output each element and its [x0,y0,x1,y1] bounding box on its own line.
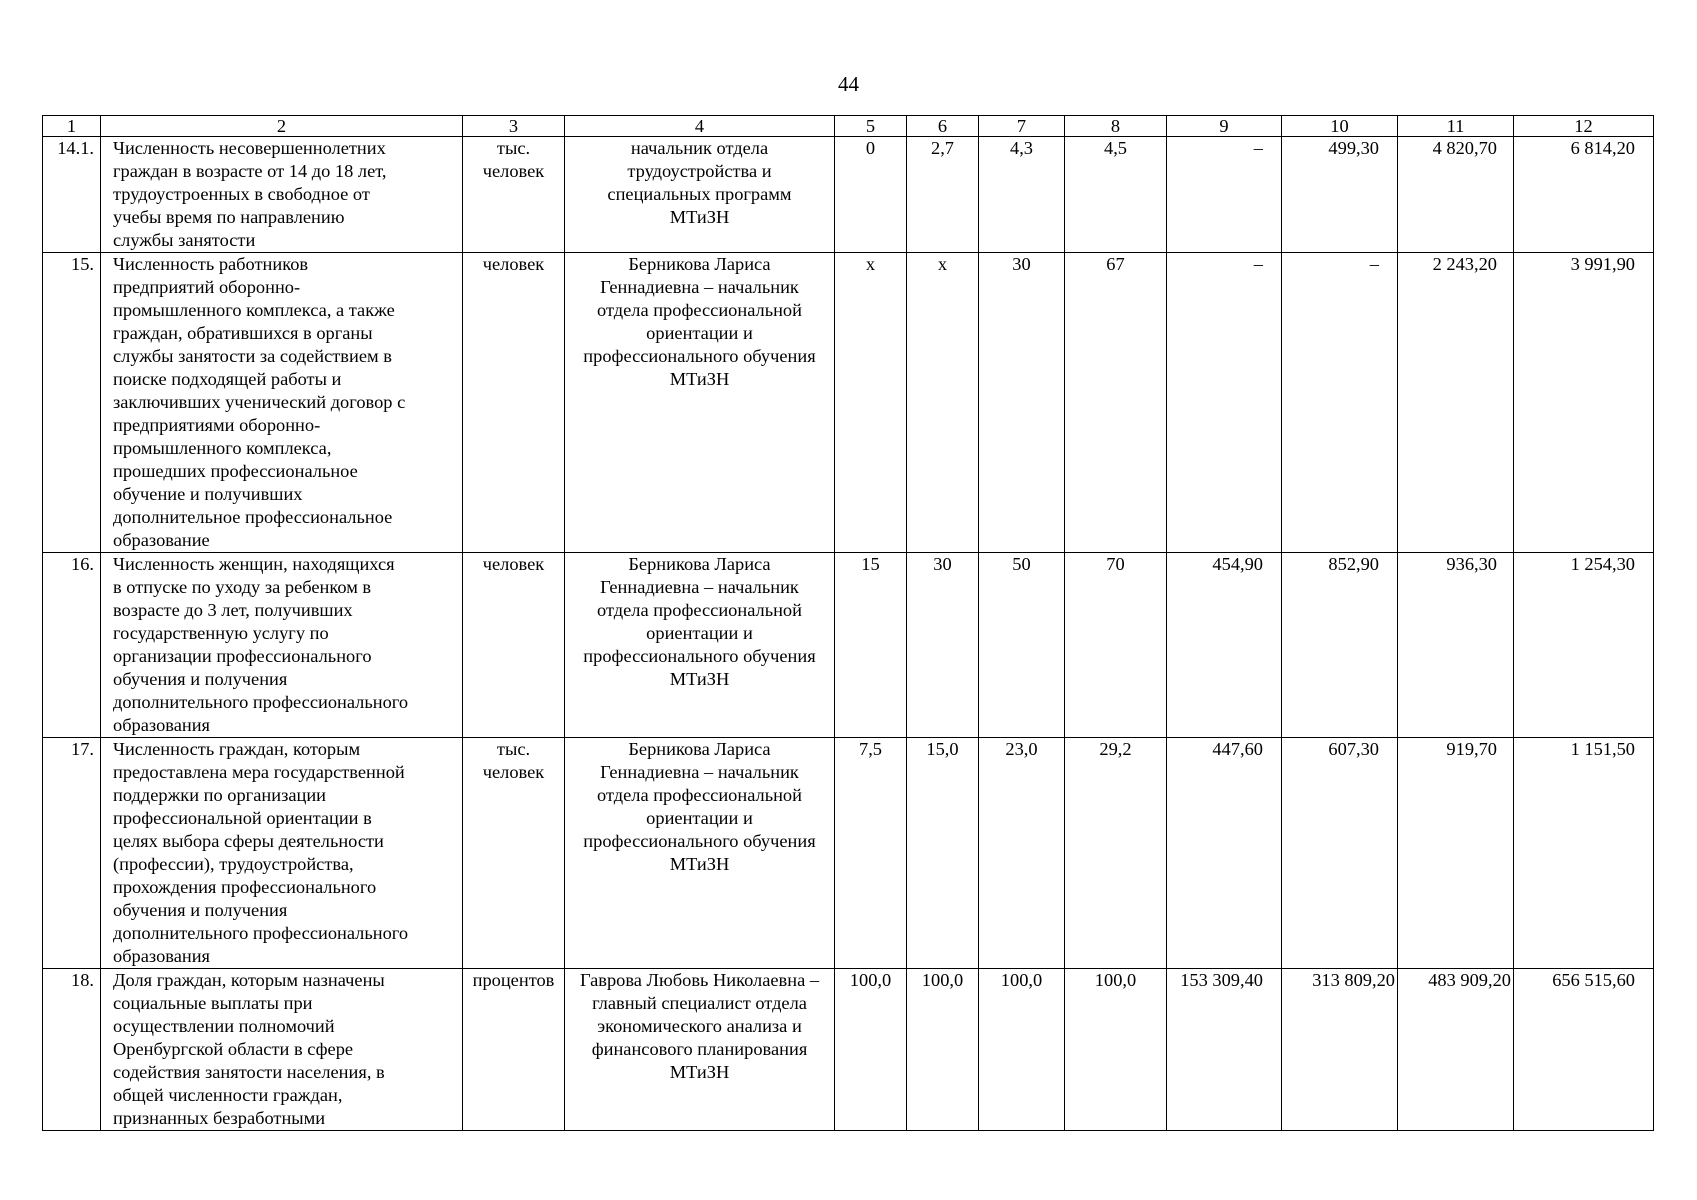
value-col-12: 6 814,20 [1514,137,1654,253]
value-col-8: 4,5 [1065,137,1167,253]
indicator-name-line: обучения и получения [113,669,288,689]
value-col-11: 919,70 [1398,738,1514,969]
indicator-name-line: промышленного комплекса, [113,438,332,458]
responsible-person-line: отдела профессиональной [597,600,802,620]
responsible-person-line: профессионального обучения [583,646,816,666]
responsible-person-line: Берникова Лариса [628,254,771,274]
row-number: 18. [43,969,101,1131]
page-number: 44 [838,72,859,96]
column-number: 11 [1398,116,1514,137]
responsible-person-line: специальных программ [607,184,792,204]
responsible-person-line: финансового планирования [591,1039,808,1059]
value-col-10: – [1282,253,1398,553]
table-row [43,738,1654,969]
unit-cell-line: тыс. [496,739,531,759]
value-col-9: 153 309,40 [1167,969,1282,1131]
value-col-9: 454,90 [1167,553,1282,738]
value-col-11: 936,30 [1398,553,1514,738]
column-number: 3 [463,116,565,137]
row-number: 16. [43,553,101,738]
indicator-name-line: организации профессионального [113,646,372,666]
indicator-name-line: Численность женщин, находящихся [113,554,395,574]
indicator-name-line: Численность граждан, которым [113,739,361,759]
unit-cell [463,137,565,253]
value-col-5: 15 [835,553,907,738]
unit-cell-line: процентов [472,970,555,990]
column-number: 12 [1514,116,1654,137]
indicator-name-line: прохождения профессионального [113,877,377,897]
column-number: 6 [907,116,979,137]
responsible-person-line: трудоустройства и [627,161,772,181]
indicator-name-line: предоставлена мера государственной [113,762,405,782]
indicator-name-line: предприятий оборонно- [113,277,301,297]
indicator-name-line: Оренбургской области в сфере [113,1039,354,1059]
responsible-person [565,969,835,1131]
value-col-12: 1 254,30 [1514,553,1654,738]
responsible-person [565,738,835,969]
value-col-7: 4,3 [979,137,1065,253]
responsible-person-line: МТиЗН [669,207,730,227]
value-col-6: 100,0 [907,969,979,1131]
value-col-8: 70 [1065,553,1167,738]
indicator-name-line: заключивших ученический договор с [113,392,406,412]
indicator-name-line: образование [113,530,210,550]
value-col-12: 3 991,90 [1514,253,1654,553]
indicator-name-line: образования [113,715,211,735]
indicator-name-line: службы занятости [113,230,256,250]
indicator-name [101,969,463,1131]
responsible-person-line: отдела профессиональной [597,300,802,320]
value-col-9: – [1167,137,1282,253]
value-col-10: 313 809,20 [1282,969,1398,1131]
indicators-table [42,115,1654,1131]
column-number: 9 [1167,116,1282,137]
row-number: 14.1. [43,137,101,253]
value-col-9: – [1167,253,1282,553]
value-col-8: 67 [1065,253,1167,553]
indicator-name-line: граждан, обратившихся в органы [113,323,373,343]
column-number: 1 [43,116,101,137]
column-number: 7 [979,116,1065,137]
responsible-person-line: профессионального обучения [583,831,816,851]
value-col-11: 2 243,20 [1398,253,1514,553]
indicator-name-line: обучения и получения [113,900,288,920]
indicator-name [101,137,463,253]
indicator-name-line: граждан в возрасте от 14 до 18 лет, [113,161,387,181]
indicator-name-line: государственную услугу по [113,623,329,643]
table-row [43,137,1654,253]
responsible-person-line: начальник отдела [630,138,769,158]
value-col-5: 100,0 [835,969,907,1131]
responsible-person-line: МТиЗН [669,669,730,689]
indicator-name-line: социальные выплаты при [113,993,313,1013]
indicator-name-line: поддержки по организации [113,785,327,805]
column-number: 2 [101,116,463,137]
unit-cell-line: тыс. [496,138,531,158]
value-col-10: 499,30 [1282,137,1398,253]
value-col-6: х [907,253,979,553]
indicator-name-line: Доля граждан, которым назначены [113,970,385,990]
unit-cell-line: человек [482,161,545,181]
value-col-10: 607,30 [1282,738,1398,969]
value-col-5: 7,5 [835,738,907,969]
value-col-7: 50 [979,553,1065,738]
indicator-name-line: содействия занятости населения, в [113,1062,385,1082]
indicator-name-line: образования [113,946,211,966]
responsible-person-line: экономического анализа и [597,1016,802,1036]
responsible-person-line: ориентации и [646,323,753,343]
value-col-6: 30 [907,553,979,738]
unit-cell-line: человек [482,254,545,274]
value-col-12: 1 151,50 [1514,738,1654,969]
column-number: 4 [565,116,835,137]
responsible-person-line: отдела профессиональной [597,785,802,805]
indicator-name-line: дополнительное профессиональное [113,507,393,527]
value-col-5: 0 [835,137,907,253]
unit-cell-line: человек [482,762,545,782]
responsible-person-line: Гаврова Любовь Николаевна – [579,970,820,990]
indicator-name-line: обучение и получивших [113,484,303,504]
indicator-name-line: дополнительного профессионального [113,923,409,943]
responsible-person-line: профессионального обучения [583,346,816,366]
value-col-6: 15,0 [907,738,979,969]
value-col-7: 23,0 [979,738,1065,969]
value-col-8: 29,2 [1065,738,1167,969]
unit-cell [463,738,565,969]
indicator-name [101,738,463,969]
value-col-12: 656 515,60 [1514,969,1654,1131]
indicator-name-line: целях выбора сферы деятельности [113,831,384,851]
indicator-name-line: Численность несовершеннолетних [113,138,386,158]
indicator-name-line: осуществлении полномочий [113,1016,335,1036]
unit-cell-line: человек [482,554,545,574]
value-col-10: 852,90 [1282,553,1398,738]
value-col-5: х [835,253,907,553]
responsible-person-line: Берникова Лариса [628,739,771,759]
indicator-name-line: промышленного комплекса, а также [113,300,395,320]
indicator-name-line: общей численности граждан, [113,1085,343,1105]
row-number: 15. [43,253,101,553]
table-row [43,553,1654,738]
indicator-name-line: службы занятости за содействием в [113,346,392,366]
indicator-name-line: в отпуске по уходу за ребенком в [113,577,372,597]
value-col-11: 483 909,20 [1398,969,1514,1131]
indicator-name-line: Численность работников [113,254,309,274]
indicator-name-line: предприятиями оборонно- [113,415,321,435]
responsible-person-line: ориентации и [646,623,753,643]
indicator-name-line: учебы время по направлению [113,207,345,227]
responsible-person [565,253,835,553]
responsible-person-line: Геннадиевна – начальник [600,277,799,297]
responsible-person-line: МТиЗН [669,854,730,874]
value-col-8: 100,0 [1065,969,1167,1131]
responsible-person [565,137,835,253]
indicator-name [101,553,463,738]
table-row [43,969,1654,1131]
row-number: 17. [43,738,101,969]
indicator-name [101,253,463,553]
responsible-person-line: Берникова Лариса [628,554,771,574]
column-number-row [43,116,1654,137]
unit-cell [463,969,565,1131]
value-col-7: 30 [979,253,1065,553]
column-number: 10 [1282,116,1398,137]
value-col-6: 2,7 [907,137,979,253]
responsible-person-line: Геннадиевна – начальник [600,762,799,782]
indicator-name-line: прошедших профессиональное [113,461,358,481]
responsible-person [565,553,835,738]
table-row [43,253,1654,553]
indicator-name-line: дополнительного профессионального [113,692,409,712]
responsible-person-line: главный специалист отдела [592,993,807,1013]
indicator-name-line: трудоустроенных в свободное от [113,184,370,204]
column-number: 5 [835,116,907,137]
value-col-7: 100,0 [979,969,1065,1131]
unit-cell [463,553,565,738]
indicator-name-line: поиске подходящей работы и [113,369,342,389]
column-number: 8 [1065,116,1167,137]
unit-cell [463,253,565,553]
indicator-name-line: (профессии), трудоустройства, [113,854,354,874]
indicator-name-line: профессиональной ориентации в [113,808,372,828]
responsible-person-line: МТиЗН [669,369,730,389]
value-col-9: 447,60 [1167,738,1282,969]
value-col-11: 4 820,70 [1398,137,1514,253]
responsible-person-line: МТиЗН [669,1062,730,1082]
responsible-person-line: ориентации и [646,808,753,828]
indicator-name-line: признанных безработными [113,1108,326,1128]
indicator-name-line: возрасте до 3 лет, получивших [113,600,353,620]
responsible-person-line: Геннадиевна – начальник [600,577,799,597]
